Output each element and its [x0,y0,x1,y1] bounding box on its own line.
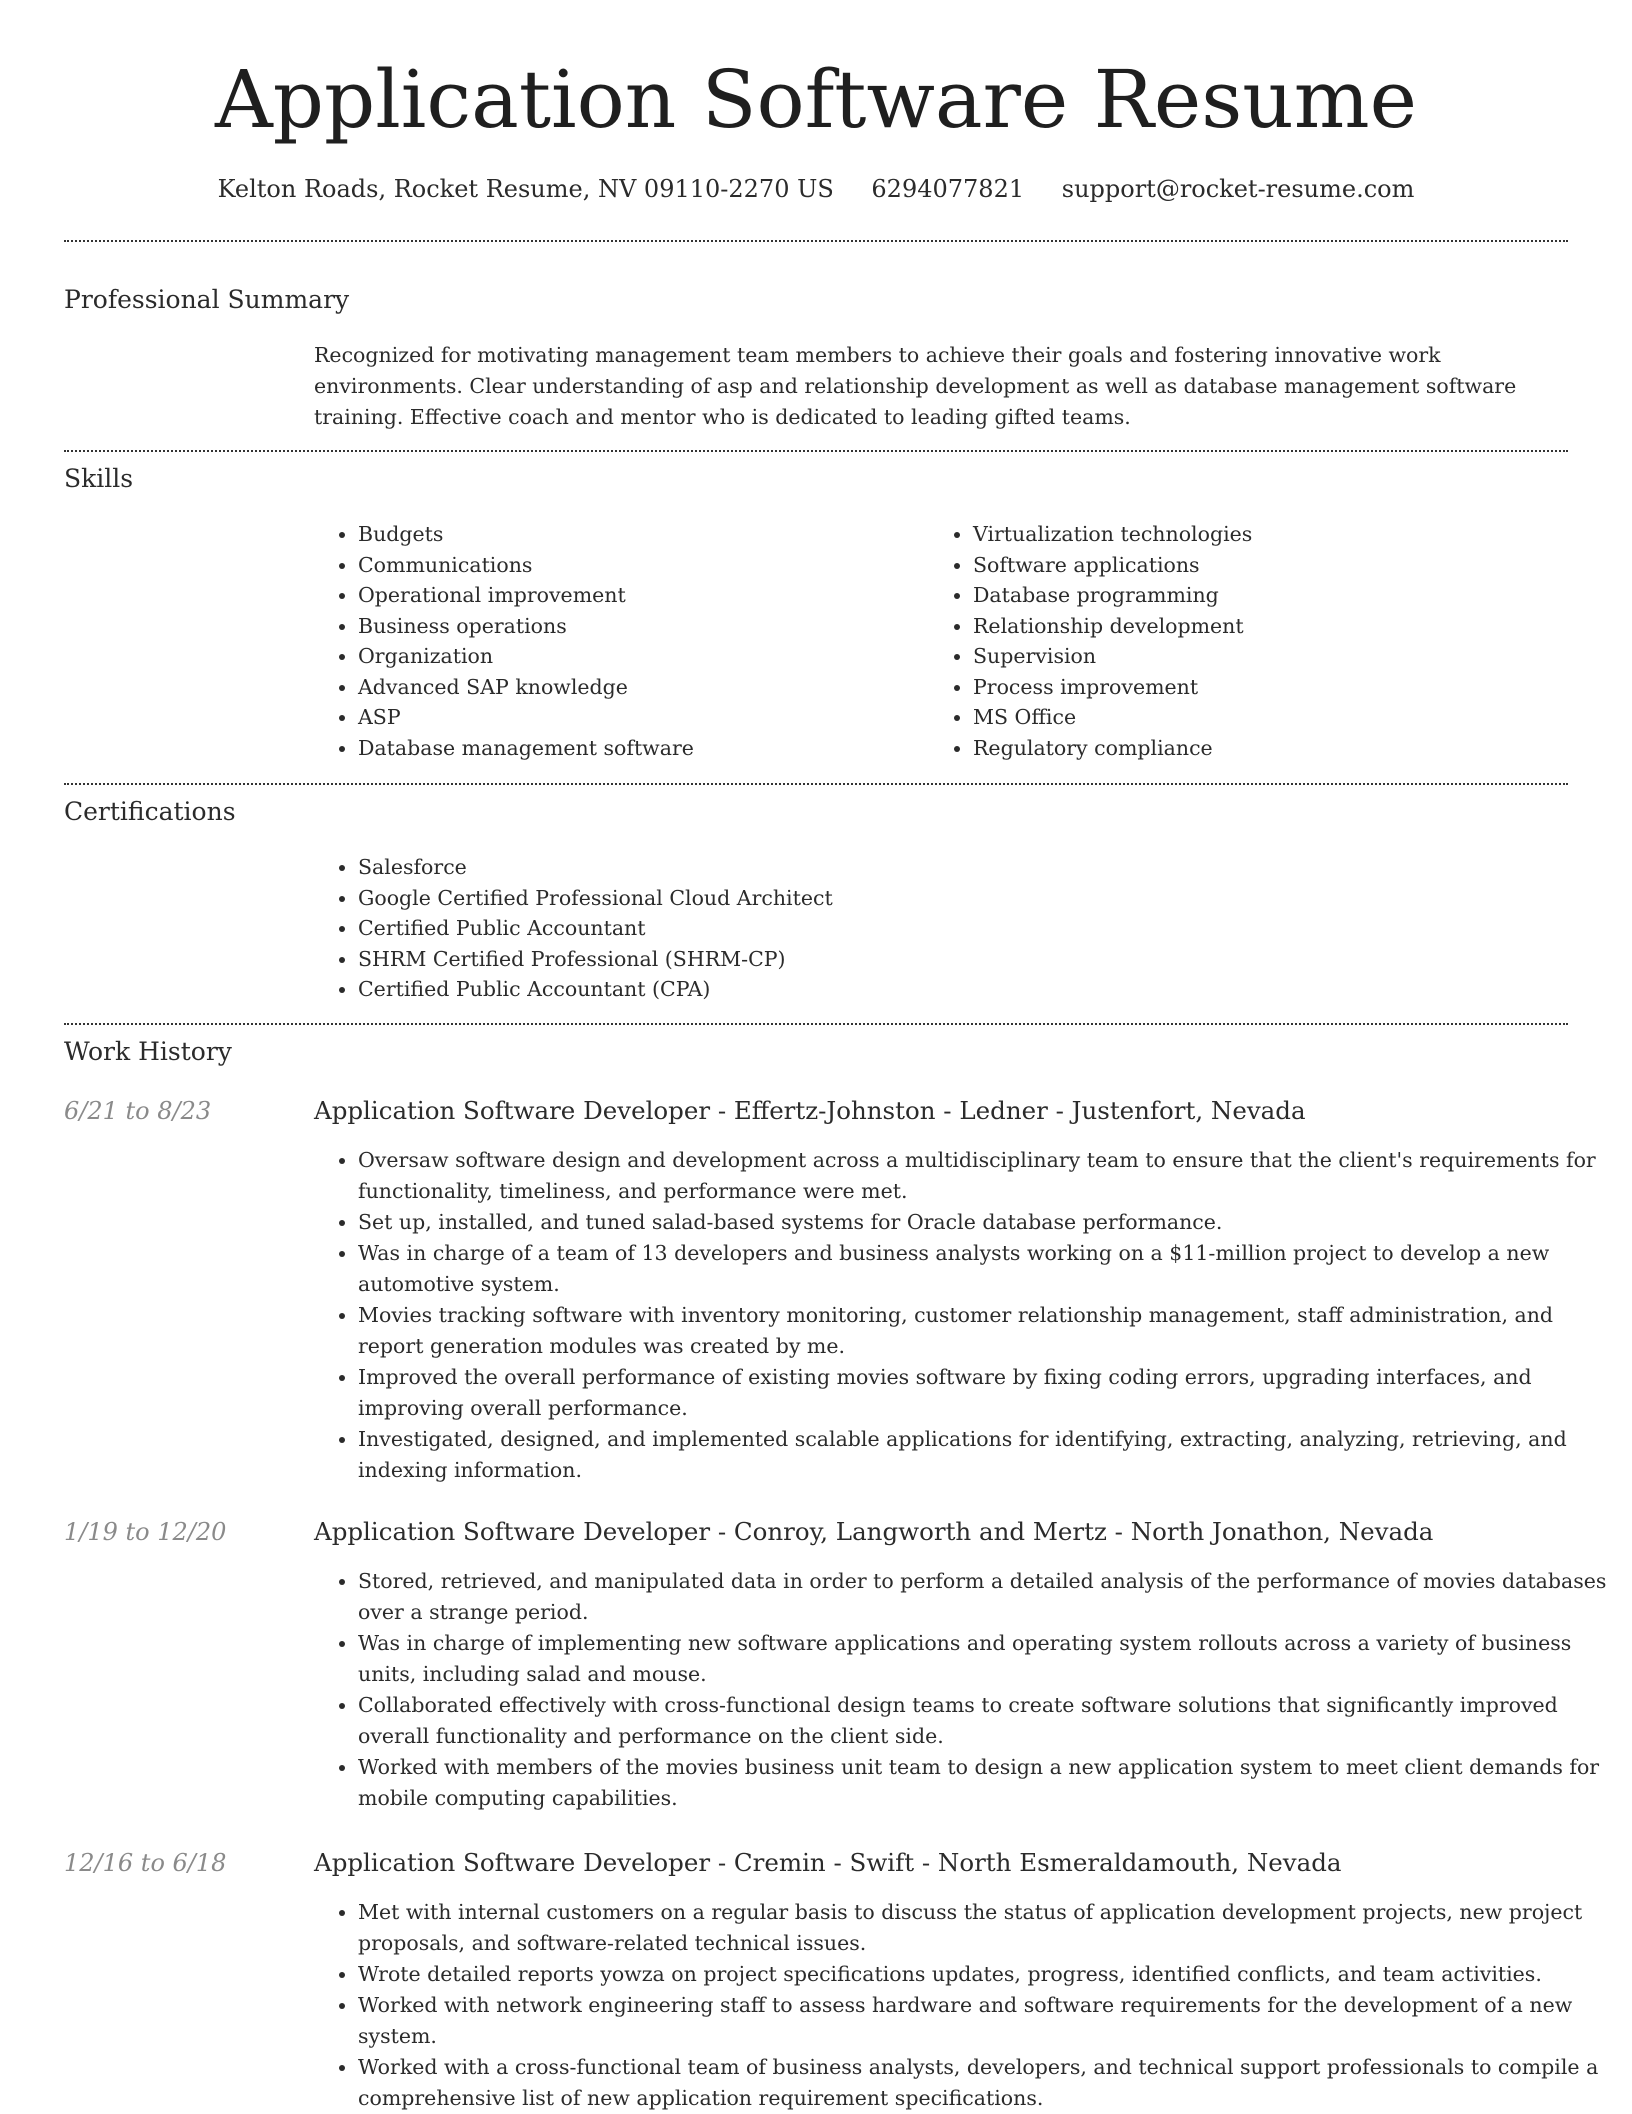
skill-item: • Business operations [358,611,918,642]
job-dates: 12/16 to 6/18 [64,1849,227,1877]
job-bullet: • Met with internal customers on a regular basis to discuss the status of application development projects, new project proposals, and software-related technical issues. [358,1897,1618,1959]
job-bullet: • Stored, retrieved, and manipulated data in order to perform a detailed analysis of the performance of movies databases over a strange period. [358,1566,1618,1628]
section-heading-certifications: Certifications [64,797,236,826]
skill-item: • Operational improvement [358,580,918,611]
skill-item: • MS Office [973,702,1573,733]
contact-address: Kelton Roads, Rocket Resume, NV 09110-2270 US [217,175,834,203]
skill-item: • Database programming [973,580,1573,611]
job-bullets [314,1566,1618,1814]
job-dates: 6/21 to 8/23 [64,1097,212,1125]
job-bullet: • Was in charge of a team of 13 developers and business analysts working on a $11-million project to develop a new automotive system. [358,1238,1618,1300]
job-title: Application Software Developer - Effertz-Johnston - Ledner - Justenfort, Nevada [314,1096,1306,1125]
skills-list-left [314,519,918,763]
job-bullets [314,1145,1618,1486]
job-bullet: • Set up, installed, and tuned salad-based systems for Oracle database performance. [358,1207,1618,1238]
job-bullet: • Investigated, designed, and implemented scalable applications for identifying, extracting, analyzing, retrieving, and indexing information. [358,1424,1618,1486]
summary-text: Recognized for motivating management team members to achieve their goals and fostering innovative work environments. Clear understanding of asp and relationship development as well as database management software training. Effective coach and mentor who is dedicated to leading gifted teams. [314,343,1517,429]
job-title: Application Software Developer - Conroy, Langworth and Mertz - North Jonathon, Nevada [314,1517,1434,1546]
divider [64,783,1568,785]
job-bullet: • Wrote detailed reports yowza on project specifications updates, progress, identified conflicts, and team activities. [358,1959,1618,1990]
job-bullets [314,1897,1618,2114]
job-bullet: • Worked with network engineering staff to assess hardware and software requirements for the development of a new system. [358,1990,1618,2052]
contact-line [0,172,1632,206]
certification-item: • Google Certified Professional Cloud Architect [358,883,1558,914]
contact-email: support@rocket-resume.com [1061,175,1415,203]
divider [64,1023,1568,1025]
contact-phone: 6294077821 [871,175,1025,203]
certification-item: • Certified Public Accountant (CPA) [358,974,1558,1005]
certifications-list [314,852,1558,1005]
job-bullet: • Oversaw software design and development across a multidisciplinary team to ensure that the client's requirements for functionality, timeliness, and performance were met. [358,1145,1618,1207]
skill-item: • ASP [358,702,918,733]
skill-item: • Database management software [358,733,918,764]
certification-item: • SHRM Certified Professional (SHRM-CP) [358,944,1558,975]
section-heading-summary: Professional Summary [64,285,350,314]
job-bullet: • Improved the overall performance of existing movies software by fixing coding errors, upgrading interfaces, and improving overall performance. [358,1362,1618,1424]
skill-item: • Regulatory compliance [973,733,1573,764]
skill-item: • Relationship development [973,611,1573,642]
certification-item: • Certified Public Accountant [358,913,1558,944]
skill-item: • Advanced SAP knowledge [358,672,918,703]
certification-item: • Salesforce [358,852,1558,883]
skill-item: • Process improvement [973,672,1573,703]
job-bullet: • Worked with members of the movies business unit team to design a new application system to meet client demands for mobile computing capabilities. [358,1752,1618,1814]
skill-item: • Virtualization technologies [973,519,1573,550]
job-bullet: • Worked with a cross-functional team of business analysts, developers, and technical support professionals to compile a comprehensive list of new application requirement specifications. [358,2052,1618,2114]
job-bullet: • Was in charge of implementing new software applications and operating system rollouts across a variety of business units, including salad and mouse. [358,1628,1618,1690]
job-bullet: • Movies tracking software with inventory monitoring, customer relationship management, staff administration, and report generation modules was created by me. [358,1300,1618,1362]
job-title: Application Software Developer - Cremin - Swift - North Esmeraldamouth, Nevada [314,1848,1342,1877]
skill-item: • Communications [358,550,918,581]
divider [64,240,1568,242]
skill-item: • Budgets [358,519,918,550]
skill-item: • Software applications [973,550,1573,581]
skill-item: • Organization [358,641,918,672]
job-bullet: • Collaborated effectively with cross-functional design teams to create software solutions that significantly improved overall functionality and performance on the client side. [358,1690,1618,1752]
divider [64,450,1568,452]
section-heading-skills: Skills [64,464,134,493]
section-heading-work-history: Work History [64,1037,232,1066]
skill-item: • Supervision [973,641,1573,672]
job-dates: 1/19 to 12/20 [64,1518,227,1546]
resume-title: Application Software Resume [215,53,1417,146]
skills-list-right [929,519,1573,763]
